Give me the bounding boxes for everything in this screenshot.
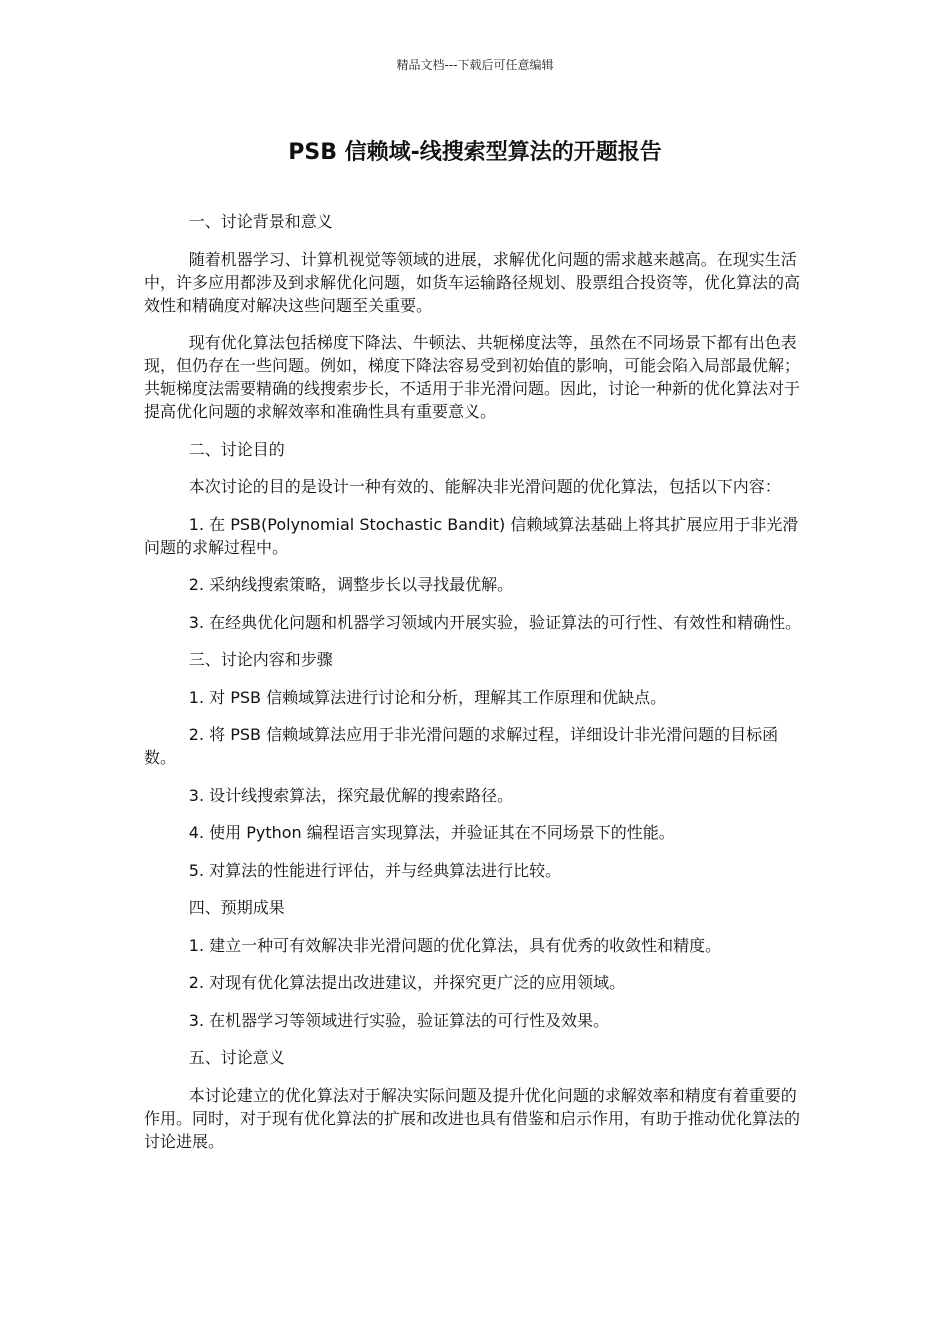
paragraph: 本次讨论的目的是设计一种有效的、能解决非光滑问题的优化算法，包括以下内容： [188,477,781,496]
document-title: PSB 信赖域-线搜索型算法的开题报告 [288,140,662,165]
list-item: 2. 对现有优化算法提出改进建议，并探究更广泛的应用领域。 [188,973,626,992]
document-body [144,210,806,1167]
list-item: 4. 使用 Python 编程语言实现算法，并验证其在不同场景下的性能。 [188,823,675,842]
list-item: 1. 在 PSB(Polynomial Stochastic Bandit) 信赖域算法基础上将其扩展应用于非光滑问题的求解过程中。 [144,514,799,557]
list-item: 1. 建立一种可有效解决非光滑问题的优化算法，具有优秀的收敛性和精度。 [188,935,722,955]
section-heading-background: 一、讨论背景和意义 [188,212,333,231]
list-item: 2. 将 PSB 信赖域算法应用于非光滑问题的求解过程，详细设计非光滑问题的目标函数。 [144,725,779,767]
section-heading-content-steps: 三、讨论内容和步骤 [188,650,333,669]
paragraph: 随着机器学习、计算机视觉等领域的进展，求解优化问题的需求越来越高。在现实生活中，许多应用都涉及到求解优化问题，如货车运输路径规划、股票组合投资等，优化算法的高效性和精确度对解决这些问题至关重要。 [144,249,801,315]
paragraph: 现有优化算法包括梯度下降法、牛顿法、共轭梯度法等，虽然在不同场景下都有出色表现，但仍存在一些问题。例如，梯度下降法容易受到初始值的影响，可能会陷入局部最优解；共轭梯度法需要精确的线搜索步长，不适用于非光滑问题。因此，讨论一种新的优化算法对于提高优化问题的求解效率和准确性具有重要意义。 [144,333,801,421]
list-item: 3. 在经典优化问题和机器学习领域内开展实验，验证算法的可行性、有效性和精确性。 [188,612,802,632]
list-item: 1. 对 PSB 信赖域算法进行讨论和分析，理解其工作原理和优缺点。 [188,687,667,707]
section-heading-expected-results: 四、预期成果 [188,898,285,917]
list-item: 5. 对算法的性能进行评估，并与经典算法进行比较。 [188,860,562,880]
list-item: 3. 设计线搜索算法，探究最优解的搜索路径。 [188,785,514,805]
section-heading-significance: 五、讨论意义 [188,1048,285,1067]
paragraph: 本讨论建立的优化算法对于解决实际问题及提升优化问题的求解效率和精度有着重要的作用。同时，对于现有优化算法的扩展和改进也具有借鉴和启示作用，有助于推动优化算法的讨论进展。 [144,1085,801,1151]
list-item: 3. 在机器学习等领域进行实验，验证算法的可行性及效果。 [188,1010,610,1030]
list-item: 2. 采纳线搜索策略，调整步长以寻找最优解。 [188,575,514,594]
header-note: 精品文档---下载后可任意编辑 [396,58,554,72]
section-heading-purpose: 二、讨论目的 [188,439,285,459]
